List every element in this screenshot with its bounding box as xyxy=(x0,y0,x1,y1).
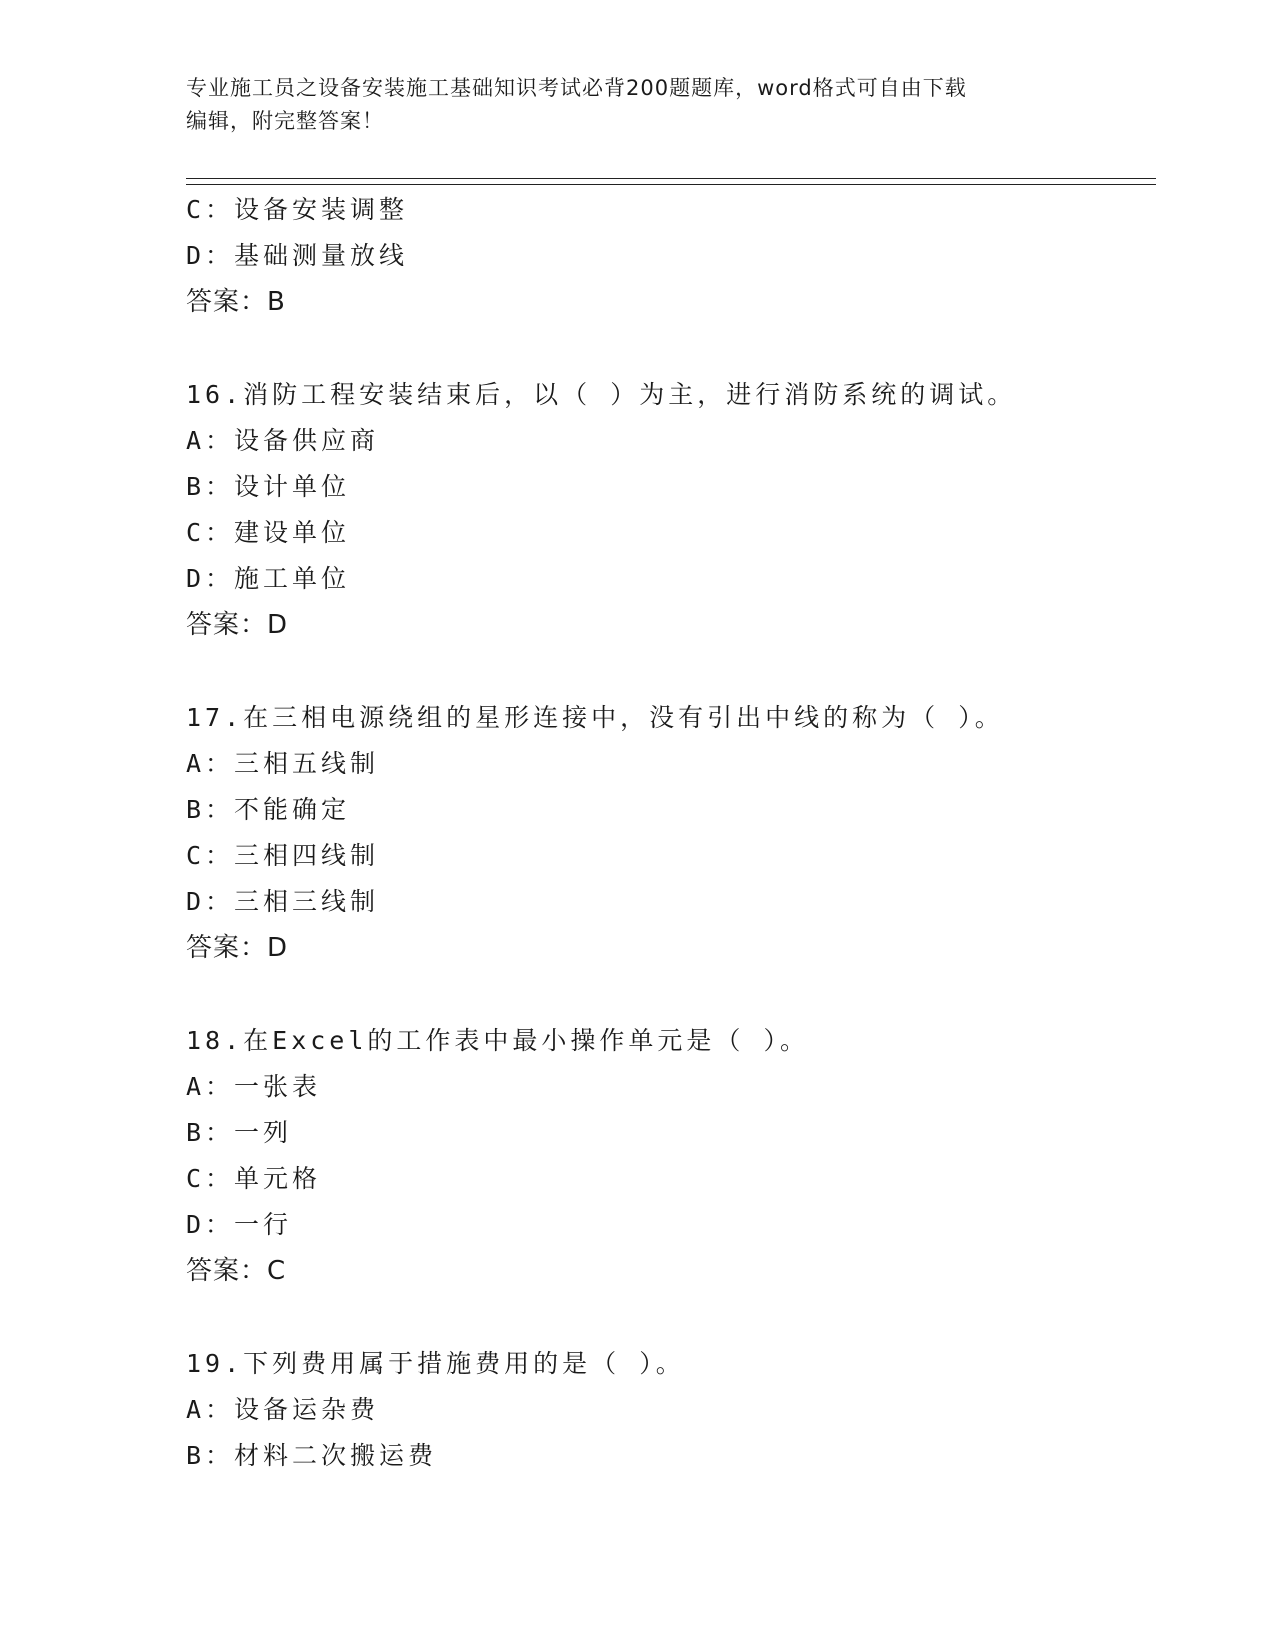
question-stem: 16.消防工程安装结束后，以（ ）为主，进行消防系统的调试。 xyxy=(186,380,1017,409)
question-list xyxy=(186,187,1156,1479)
spacer xyxy=(186,325,1156,372)
question-15-continued xyxy=(186,187,1156,325)
option-d: D：一行 xyxy=(186,1210,293,1239)
question-18 xyxy=(186,1018,1156,1294)
option-a: A：三相五线制 xyxy=(186,749,380,778)
question-stem: 19.下列费用属于措施费用的是（ ）。 xyxy=(186,1349,685,1378)
option-b: B：设计单位 xyxy=(186,472,351,501)
question-17 xyxy=(186,695,1156,971)
option-b: B：材料二次搬运费 xyxy=(186,1441,438,1470)
answer-line: 答案：D xyxy=(186,610,289,640)
header-line-1: 专业施工员之设备安装施工基础知识考试必背200题题库，word格式可自由下载 xyxy=(186,76,967,100)
option-d: D：施工单位 xyxy=(186,564,351,593)
option-a: A：设备供应商 xyxy=(186,426,380,455)
question-19 xyxy=(186,1341,1156,1479)
spacer xyxy=(186,1294,1156,1341)
spacer xyxy=(186,648,1156,695)
header-line-2: 编辑，附完整答案！ xyxy=(186,109,384,133)
option-c: C：建设单位 xyxy=(186,518,351,547)
question-stem: 17.在三相电源绕组的星形连接中，没有引出中线的称为（ ）。 xyxy=(186,703,1004,732)
answer-line: 答案：B xyxy=(186,287,286,317)
option-c: C：单元格 xyxy=(186,1164,322,1193)
question-stem: 18.在Excel的工作表中最小操作单元是（ ）。 xyxy=(186,1026,809,1055)
option-a: A：一张表 xyxy=(186,1072,322,1101)
answer-line: 答案：C xyxy=(186,1256,287,1286)
question-16 xyxy=(186,372,1156,648)
option-c: C：三相四线制 xyxy=(186,841,380,870)
option-a: A：设备运杂费 xyxy=(186,1395,380,1424)
document-header xyxy=(186,72,1086,138)
option-d: D：基础测量放线 xyxy=(186,241,409,270)
answer-line: 答案：D xyxy=(186,933,289,963)
option-b: B：一列 xyxy=(186,1118,293,1147)
spacer xyxy=(186,971,1156,1018)
option-b: B：不能确定 xyxy=(186,795,351,824)
option-d: D：三相三线制 xyxy=(186,887,380,916)
option-c: C：设备安装调整 xyxy=(186,195,409,224)
header-divider xyxy=(186,178,1156,185)
